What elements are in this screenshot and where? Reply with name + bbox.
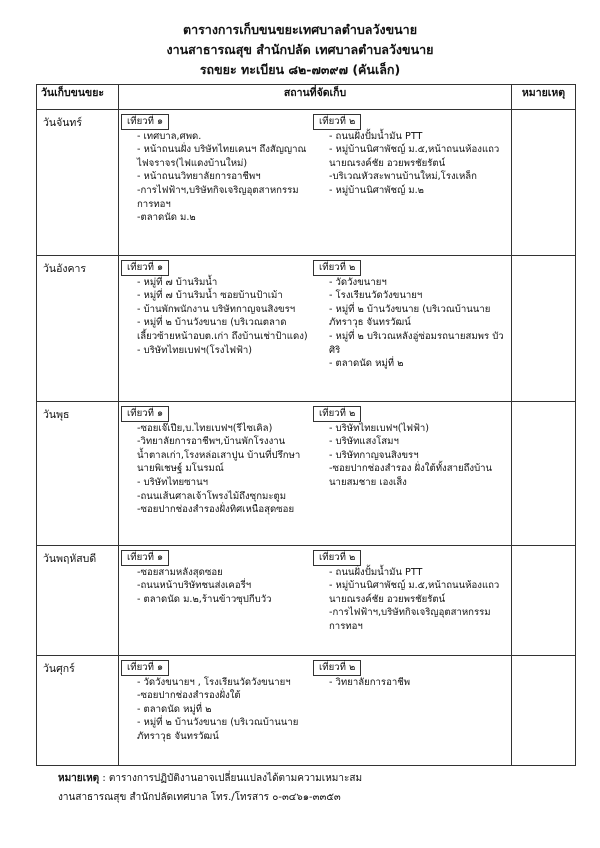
places-cell xyxy=(119,256,512,402)
location-item: -ถนนเส้นศาลเจ้าโพรงไม้ถึงซุกมะตูม xyxy=(137,490,287,502)
location-item: - หมู่ที่ ๒ บ้านวังขนาย (บริเวณบ้านนายภัทราวุธ จันทรวัฒน์ xyxy=(137,717,299,743)
location-item: - หมู่ที่ ๗ บ้านริมน้ำ ซอยบ้านป้าเม้า xyxy=(137,290,283,302)
column-header-place: สถานที่จัดเก็บ xyxy=(119,85,512,110)
location-item: - บริษัทแสงโสมฯ xyxy=(329,436,399,448)
trip-2-block xyxy=(315,546,511,640)
document-title: ตารางการเก็บขนขยะเทศบาลตำบลวังขนาย xyxy=(182,22,418,37)
location-item: - บริษัทไทยเบฟฯ(ไฟฟ้า) xyxy=(329,422,430,434)
note-text: : ตารางการปฏิบัติงานอาจเปลี่ยนแปลงได้ตามความเหมาะสม xyxy=(102,773,363,784)
location-item: -ซอยสามหลังสุดซอย xyxy=(137,566,223,578)
location-item: - หมู่บ้านนิศาพัชญ์ ม.๒ xyxy=(329,185,424,197)
location-item: - บริษัทไทยเบฟฯ(โรงไฟฟ้า) xyxy=(137,344,252,356)
day-cell: วันศุกร์ xyxy=(37,656,119,766)
places-cell xyxy=(119,546,512,656)
table-header-row xyxy=(37,85,576,110)
column-header-day: วันเก็บขนขยะ xyxy=(37,85,119,110)
location-item: - วัดวังขนายฯ , โรงเรียนวัดวังขนายฯ xyxy=(137,676,291,688)
location-item: - หมู่ที่ ๒ บ้านวังขนาย (บริเวณบ้านนายภัทราวุธ จันทรวัฒน์ xyxy=(329,303,491,329)
location-item: - วัดวังขนายฯ xyxy=(329,276,387,288)
location-item: - หมู่บ้านนิศาพัชญ์ ม.๕,หน้าถนนห้องแถวนายณรงค์ชัย อวยพรชัยรัตน์ xyxy=(329,144,500,169)
location-item: -การไฟฟ้าฯ,บริษัทกิจเจริญอุตสาหกรรมการทอฯ xyxy=(329,607,491,633)
location-item: -ตลาดนัด ม.๒ xyxy=(137,212,196,224)
location-item: - ตลาดนัด หมู่ที่ ๒ xyxy=(329,358,404,370)
location-item: -ซอยปากช่องสำรอง ฝั่งใต้ทั้งสายถึงบ้านนายสมชาย เองเส็ง xyxy=(329,463,493,489)
location-item: - วิทยาลัยการอาชีพ xyxy=(329,676,411,688)
table-row xyxy=(37,256,576,402)
location-item: - โรงเรียนวัดวังขนายฯ xyxy=(329,290,423,302)
column-header-note: หมายเหตุ xyxy=(512,85,576,110)
table-row xyxy=(37,110,576,256)
day-cell: วันอังคาร xyxy=(37,256,119,402)
places-cell xyxy=(119,402,512,546)
trip-title: เที่ยวที่ ๒ xyxy=(313,550,361,566)
trip-title: เที่ยวที่ ๑ xyxy=(121,406,169,422)
schedule-body xyxy=(37,110,576,766)
trip-title: เที่ยวที่ ๒ xyxy=(313,660,361,676)
location-item: -ซอยปากช่องสำรองฝั่งทิศเหนือสุดซอย xyxy=(137,504,295,516)
trip-1-block xyxy=(119,256,315,377)
note-cell xyxy=(512,256,576,402)
trip-title: เที่ยวที่ ๒ xyxy=(313,406,361,422)
table-row xyxy=(37,656,576,766)
vehicle-registration: รถขยะ ทะเบียน ๘๒-๗๓๙๗ (คันเล็ก) xyxy=(199,62,401,77)
trip-title: เที่ยวที่ ๑ xyxy=(121,550,169,566)
table-row xyxy=(37,546,576,656)
note-cell xyxy=(512,110,576,256)
location-item: - บริษัทไทยซานฯ xyxy=(137,477,209,489)
day-cell: วันพุธ xyxy=(37,402,119,546)
location-item: -การไฟฟ้าฯ,บริษัทกิจเจริญอุตสาหกรรมการทอฯ xyxy=(137,185,299,210)
trip-title: เที่ยวที่ ๑ xyxy=(121,260,169,276)
location-item: -ซอยเจ๊เปีย,บ.ไทยเบฟฯ(รีไซเคิล) xyxy=(137,422,273,434)
location-item: - เทศบาล,ศพด. xyxy=(137,130,202,142)
trip-2-block xyxy=(315,656,511,750)
note-cell xyxy=(512,402,576,546)
location-item: - ตลาดนัด หมู่ที่ ๒ xyxy=(137,703,212,715)
location-item: - หมู่บ้านนิศาพัชญ์ ม.๕,หน้าถนนห้องแถวนายณรงค์ชัย อวยพรชัยรัตน์ xyxy=(329,580,500,605)
trip-title: เที่ยวที่ ๒ xyxy=(313,260,361,276)
note-cell xyxy=(512,656,576,766)
table-row xyxy=(37,402,576,546)
trip-1-block xyxy=(119,110,315,231)
location-item: - ตลาดนัด ม.๒,ร้านข้าวซุปกีบวัว xyxy=(137,593,272,605)
trip-title: เที่ยวที่ ๑ xyxy=(121,114,169,130)
trip-1-block xyxy=(119,402,315,523)
day-cell: วันพฤหัสบดี xyxy=(37,546,119,656)
trip-2-block xyxy=(315,402,511,523)
places-cell xyxy=(119,110,512,256)
day-cell: วันจันทร์ xyxy=(37,110,119,256)
trip-title: เที่ยวที่ ๒ xyxy=(313,114,361,130)
location-item: -วิทยาลัยการอาชีพฯ,บ้านพักโรงงานน้ำตาลเก่า,โรงหล่อเสาปูน บ้านที่ปรึกษานายพิเชษฐ์ มโนรมณ์ xyxy=(137,436,301,475)
location-item: - บริษัทกาญจนสิงขรฯ xyxy=(329,449,419,461)
location-item: - บ้านพักพนักงาน บริษัทกาญจนสิงขรฯ xyxy=(137,303,296,315)
note-cell xyxy=(512,546,576,656)
location-item: - ถนนฝั่งปั้มน้ำมัน PTT xyxy=(329,130,423,142)
trip-1-block xyxy=(119,546,315,640)
location-item: - หมู่ที่ ๒ บ้านวังขนาย (บริเวณตลาด เลี้ยวซ้ายหน้าอบต.เก่า ถึงบ้านเช่าป้าแดง) xyxy=(137,317,308,343)
location-item: - ถนนฝั่งปั้มน้ำมัน PTT xyxy=(329,566,423,578)
footer-note xyxy=(58,769,362,807)
trip-1-block xyxy=(119,656,315,750)
places-cell xyxy=(119,656,512,766)
location-item: - หน้าถนนวิทยาลัยการอาชีพฯ xyxy=(137,171,261,183)
location-item: -ถนนหน้าบริษัทชนส่งเคอรี่ฯ xyxy=(137,580,252,592)
location-item: -บริเวณหัวสะพานบ้านใหม่,โรงเหล็ก xyxy=(329,171,477,183)
location-item: - หน้าถนนฝั่ง บริษัทไทยเคนฯ ถึงสัญญาณไฟจราจร(ไฟแดงบ้านใหม่) xyxy=(137,144,307,169)
trip-2-block xyxy=(315,110,511,231)
note-label: หมายเหตุ xyxy=(58,773,100,784)
department-subtitle: งานสาธารณสุข สำนักปลัด เทศบาลตำบลวังขนาย xyxy=(166,42,434,57)
contact-line: งานสาธารณสุข สำนักปลัดเทศบาล โทร./โทรสาร ๐-๓๔๖๑-๓๓๕๓ xyxy=(58,792,341,803)
trip-title: เที่ยวที่ ๑ xyxy=(121,660,169,676)
location-item: - หมู่ที่ ๒ บริเวณหลังอู่ซ่อมรถนายสมพร บัวศิริ xyxy=(329,331,504,356)
trip-2-block xyxy=(315,256,511,377)
location-item: - หมู่ที่ ๗ บ้านริมน้ำ xyxy=(137,276,218,288)
location-item: -ซอยปากช่องสำรองฝั่งใต้ xyxy=(137,690,241,702)
collection-schedule-table xyxy=(36,84,576,766)
